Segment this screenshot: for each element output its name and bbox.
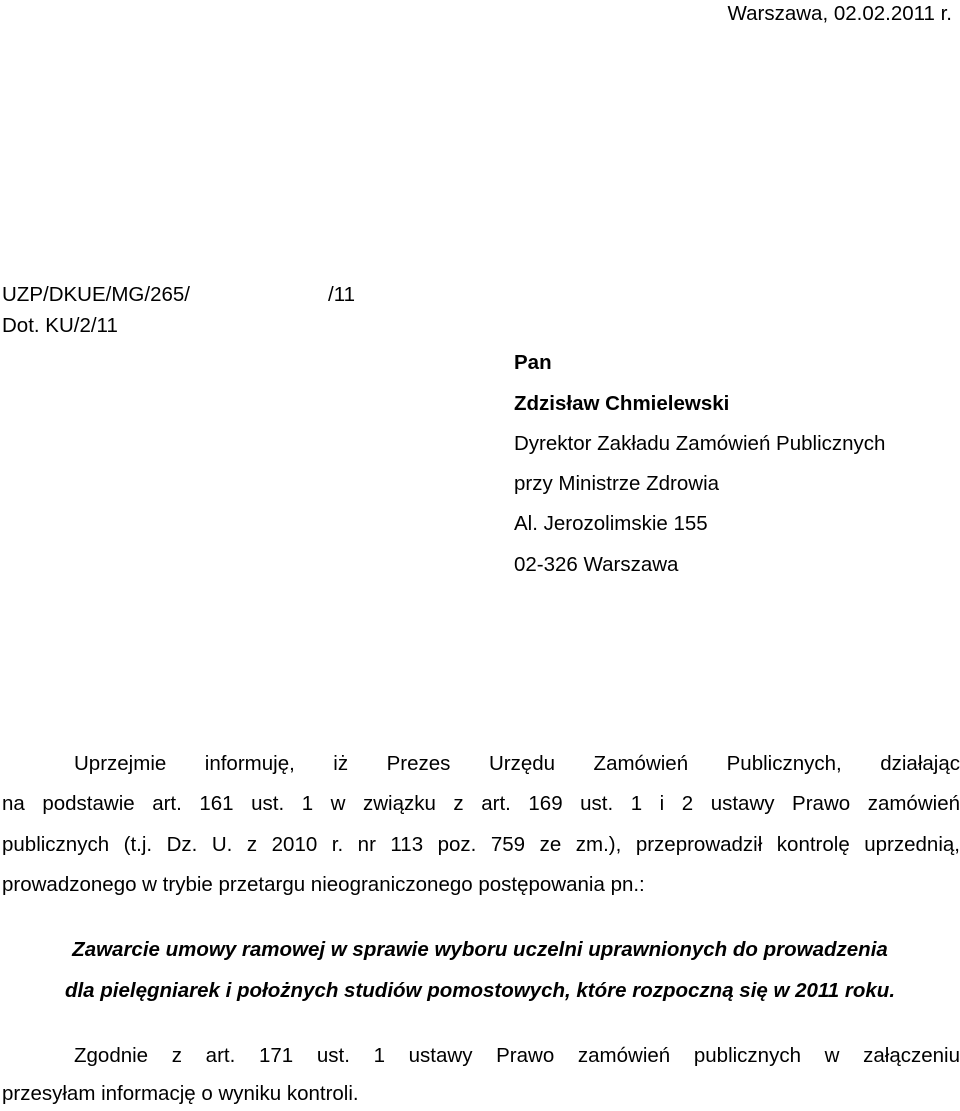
paragraph-line: na podstawie art. 161 ust. 1 w związku z art. 169 ust. 1 i 2 ustawy Prawo zamówień [2, 792, 960, 815]
paragraph-line: Zgodnie z art. 171 ust. 1 ustawy Prawo zamówień publicznych w załączeniu [74, 1044, 960, 1067]
letter-date: Warszawa, 02.02.2011 r. [727, 2, 952, 25]
subject-line: dla pielęgniarek i położnych studiów pomostowych, które rozpoczną się w 2011 roku. [64, 979, 896, 1002]
case-reference: Dot. KU/2/11 [2, 314, 118, 337]
subject-line: Zawarcie umowy ramowej w sprawie wyboru uczelni uprawnionych do prowadzenia [72, 938, 888, 961]
reference-suffix: /11 [328, 283, 355, 306]
paragraph-line: publicznych (t.j. Dz. U. z 2010 r. nr 113 poz. 759 ze zm.), przeprowadził kontrolę uprzednią, [2, 833, 960, 856]
reference-number [2, 283, 355, 307]
recipient-city: 02-326 Warszawa [514, 553, 679, 576]
paragraph-line: przesyłam informację o wyniku kontroli. [2, 1082, 359, 1105]
paragraph-line: Uprzejmie informuję, iż Prezes Urzędu Zamówień Publicznych, działając [74, 752, 960, 775]
recipient-organization: przy Ministrze Zdrowia [514, 472, 720, 495]
recipient-street: Al. Jerozolimskie 155 [514, 512, 708, 535]
recipient-position: Dyrektor Zakładu Zamówień Publicznych [514, 432, 886, 455]
reference-prefix: UZP/DKUE/MG/265/ [2, 283, 190, 306]
recipient-salutation: Pan [514, 351, 552, 374]
paragraph-line: prowadzonego w trybie przetargu nieograniczonego postępowania pn.: [2, 873, 645, 896]
recipient-name: Zdzisław Chmielewski [514, 392, 730, 415]
